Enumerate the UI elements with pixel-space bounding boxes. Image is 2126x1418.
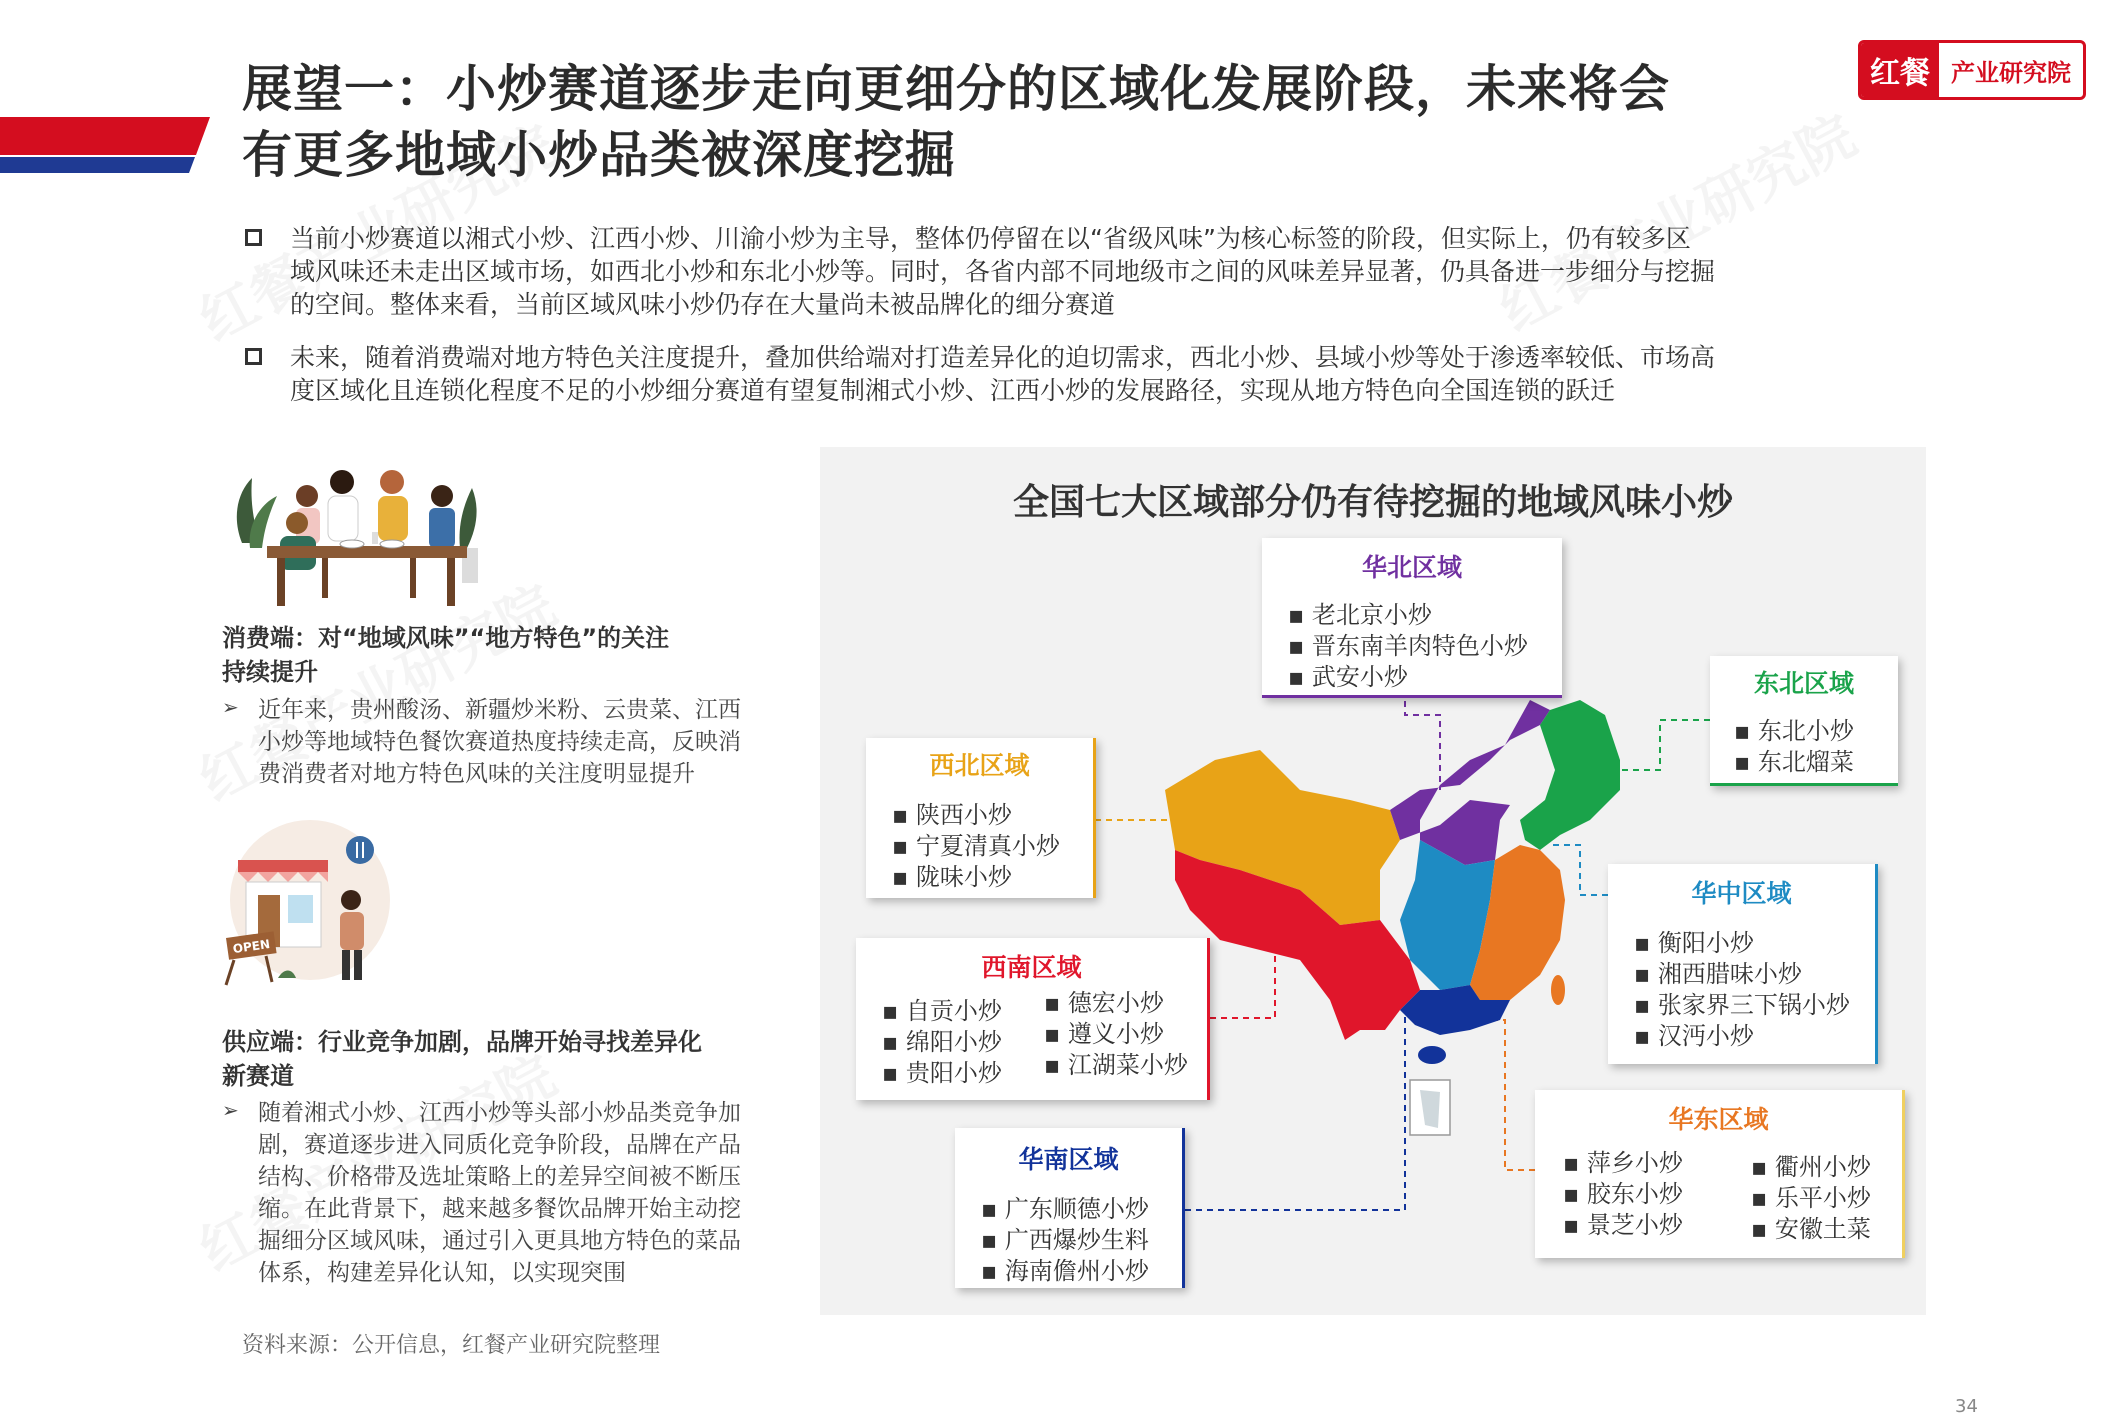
region-name-xibei: 西北区域 [929,751,1030,780]
list-item: ▪ 景芝小炒 [1563,1211,1683,1239]
list-item: ▪ 陕西小炒 [892,801,1012,829]
map-panel-title: 全国七大区域部分仍有待挖掘的地域风味小炒 [1012,482,1733,523]
list-item: ▪ 晋东南羊肉特色小炒 [1288,632,1528,660]
list-item: ▪ 东北小炒 [1734,717,1854,745]
list-item: ▪ 广西爆炒生料 [981,1226,1149,1254]
list-item: ▪ 衢州小炒 [1751,1153,1871,1181]
list-item: ▪ 海南儋州小炒 [981,1257,1149,1285]
xinan-connector [1210,940,1275,1018]
region-name-huabei: 华北区域 [1361,553,1462,582]
list-item: ▪ 胶东小炒 [1563,1180,1683,1208]
region-box-xibei [866,738,1096,898]
paragraph-2: 未来，随着消费端对地方特色关注度提升，叠加供给端对打造差异化的迫切需求，西北小炒、县域小炒等处于渗透率较低、市场高 度区域化且连锁化程度不足的小炒细分赛道有望复制湘式小炒、江西小炒的发展路径，实现从地方特色向全国连锁的跃迁 [290,343,1716,405]
dongbei-connector [1620,720,1710,770]
list-item: ▪ 德宏小炒 [1044,989,1164,1017]
region-name-huanan: 华南区域 [1018,1145,1119,1174]
square-bullet-icon [245,229,262,246]
region-name-huazhong: 华中区域 [1691,879,1792,908]
region-box-huabei [1262,538,1562,698]
list-item: ▪ 江湖菜小炒 [1044,1051,1188,1079]
hainan-region [1418,1046,1446,1064]
consumer-heading: 消费端：对“地域风味”“地方特色”的关注 持续提升 [222,624,670,686]
list-item: ▪ 陇味小炒 [892,863,1012,891]
huabei-connector [1405,690,1440,790]
header-stripe [0,117,210,175]
list-item: ▪ 衡阳小炒 [1634,929,1754,957]
arrow-bullet-icon: ➢ [222,1098,239,1122]
huanan-connector [1185,1010,1405,1210]
list-item: ▪ 老北京小炒 [1288,601,1432,629]
supply-heading: 供应端：行业竞争加剧，品牌开始寻找差异化 新赛道 [222,1028,702,1090]
dining-people-illustration [222,448,497,613]
huadong-connector [1490,1020,1535,1170]
page-title: 展望一：小炒赛道逐步走向更细分的区域化发展阶段，未来将会 有更多地域小炒品类被深度挖掘 [242,60,1670,184]
square-bullet-icon [245,348,262,365]
list-item: ▪ 乐平小炒 [1751,1184,1871,1212]
brand-logo [1858,40,2086,100]
page-number: 34 [1955,1396,1978,1417]
list-item: ▪ 东北熘菜 [1734,748,1854,776]
list-item: ▪ 湘西腊味小炒 [1634,960,1802,988]
region-name-huadong: 华东区域 [1668,1105,1769,1134]
list-item: ▪ 萍乡小炒 [1563,1149,1683,1177]
paragraph-1: 当前小炒赛道以湘式小炒、江西小炒、川渝小炒为主导，整体仍停留在以“省级风味”为核心标签的阶段，但实际上，仍有较多区 域风味还未走出区域市场，如西北小炒和东北小炒等。同时，各省内部不同地级市之间的风味差异显著，仍具备进一步细分与挖掘 的空间。整体来看，当前区域风味小炒仍存在大量尚未被品牌化的细分赛道 [290,224,1716,319]
list-item: ▪ 自贡小炒 [882,997,1002,1025]
region-box-dongbei [1710,656,1898,786]
svg-text:OPEN: OPEN [232,937,271,957]
list-item: ▪ 广东顺德小炒 [981,1195,1149,1223]
list-item: ▪ 张家界三下锅小炒 [1634,991,1850,1019]
taiwan-region [1551,975,1565,1005]
region-box-huanan [955,1128,1185,1288]
region-name-xinan: 西南区域 [981,953,1082,982]
list-item: ▪ 遵义小炒 [1044,1020,1164,1048]
list-item: ▪ 武安小炒 [1288,663,1408,691]
logo-mark: 红餐 [1861,43,1939,97]
list-item: ▪ 汉沔小炒 [1634,1022,1754,1050]
region-box-huazhong [1608,864,1878,1064]
list-item: ▪ 贵阳小炒 [882,1059,1002,1087]
consumer-body: 近年来，贵州酸汤、新疆炒米粉、云贵菜、江西 小炒等地域特色餐饮赛道热度持续走高，反映消 费消费者对地方特色风味的关注度明显提升 [258,697,741,787]
region-box-huadong [1535,1090,1905,1258]
source-note: 资料来源：公开信息，红餐产业研究院整理 [242,1333,661,1358]
list-item: ▪ 安徽土菜 [1751,1215,1871,1243]
arrow-bullet-icon: ➢ [222,695,239,719]
region-box-xinan [856,938,1210,1100]
supply-body: 随着湘式小炒、江西小炒等头部小炒品类竞争加 剧，赛道逐步进入同质化竞争阶段，品牌在产品 结构、价格带及选址策略上的差异空间被不断压 缩。在此背景下，越来越多餐饮品牌开始主动挖 掘细分区域风味，通过引入更具地方特色的菜品 体系，构建差异化认知，以实现突围 [258,1100,741,1286]
region-name-dongbei: 东北区域 [1753,669,1854,698]
list-item: ▪ 宁夏清真小炒 [892,832,1060,860]
logo-text: 产业研究院 [1951,58,2071,87]
storefront-illustration [218,820,398,990]
list-item: ▪ 绵阳小炒 [882,1028,1002,1056]
